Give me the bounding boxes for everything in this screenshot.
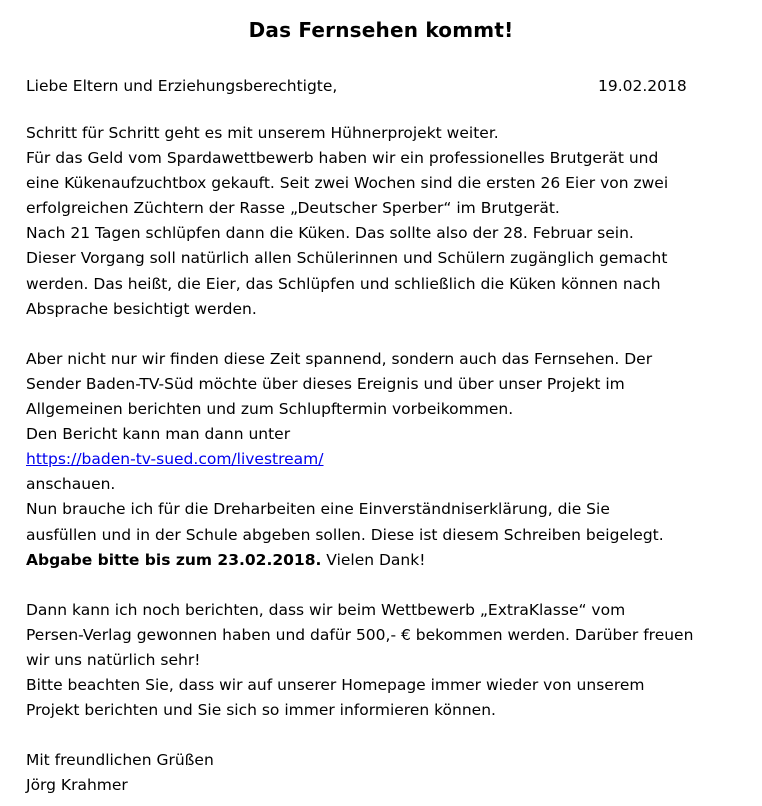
signature: Jörg Krahmer [26,776,128,795]
body-line: Sender Baden-TV-Süd möchte über dieses Ereignis und über unser Projekt im [26,374,625,393]
livestream-link-line [26,447,746,472]
body-line: Für das Geld vom Spardawettbewerb haben wir ein professionelles Brutgerät und [26,149,659,168]
body-line: werden. Das heißt, die Eier, das Schlüpfen und schließlich die Küken können nach [26,274,661,293]
paragraph-spacer [26,723,746,748]
salutation: Liebe Eltern und Erziehungsberechtigte, [26,77,338,95]
body-line: ausfüllen und in der Schule abgeben sollen. Diese ist diesem Schreiben beigelegt. [26,525,664,544]
body-line: Den Bericht kann man dann unter [26,425,291,444]
deadline-rest: Vielen Dank! [321,550,426,569]
body-line: Persen-Verlag gewonnen haben und dafür 500,- € bekommen werden. Darüber freuen [26,625,694,644]
body-line: Nun brauche ich für die Dreharbeiten eine Einverständniserklärung, die Sie [26,500,610,519]
letter-title: Das Fernsehen kommt! [248,18,514,42]
body-line: Projekt berichten und Sie sich so immer informieren können. [26,701,496,720]
body-line: Absprache besichtigt werden. [26,299,257,318]
deadline-bold: Abgabe bitte bis zum 23.02.2018. [26,550,322,569]
deadline-line [26,548,746,573]
body-line: Nach 21 Tagen schlüpfen dann die Küken. Das sollte also der 28. Februar sein. [26,224,634,243]
body-line: Dann kann ich noch berichten, dass wir beim Wettbewerb „ExtraKlasse“ vom [26,600,626,619]
body-line: Aber nicht nur wir finden diese Zeit spannend, sondern auch das Fernsehen. Der [26,349,653,368]
closing: Mit freundlichen Grüßen [26,751,214,770]
greeting-row [26,74,706,99]
body-line: Schritt für Schritt geht es mit unserem Hühnerprojekt weiter. [26,124,499,142]
body-line: erfolgreichen Züchtern der Rasse „Deutscher Sperber“ im Brutgerät. [26,199,560,218]
paragraph-spacer [26,573,746,598]
letter-body [26,121,746,799]
body-line: anschauen. [26,475,116,494]
livestream-link[interactable]: https://baden-tv-sued.com/livestream/ [26,450,324,469]
paragraph-spacer [26,322,746,347]
body-line: Allgemeinen berichten und zum Schlupftermin vorbeikommen. [26,400,514,419]
letter-date: 19.02.2018 [598,77,687,95]
body-line: wir uns natürlich sehr! [26,650,201,669]
body-line: Dieser Vorgang soll natürlich allen Schülerinnen und Schülern zugänglich gemacht [26,249,668,268]
body-line: Bitte beachten Sie, dass wir auf unserer Homepage immer wieder von unserem [26,676,645,695]
body-line: eine Kükenaufzuchtbox gekauft. Seit zwei Wochen sind die ersten 26 Eier von zwei [26,174,669,193]
